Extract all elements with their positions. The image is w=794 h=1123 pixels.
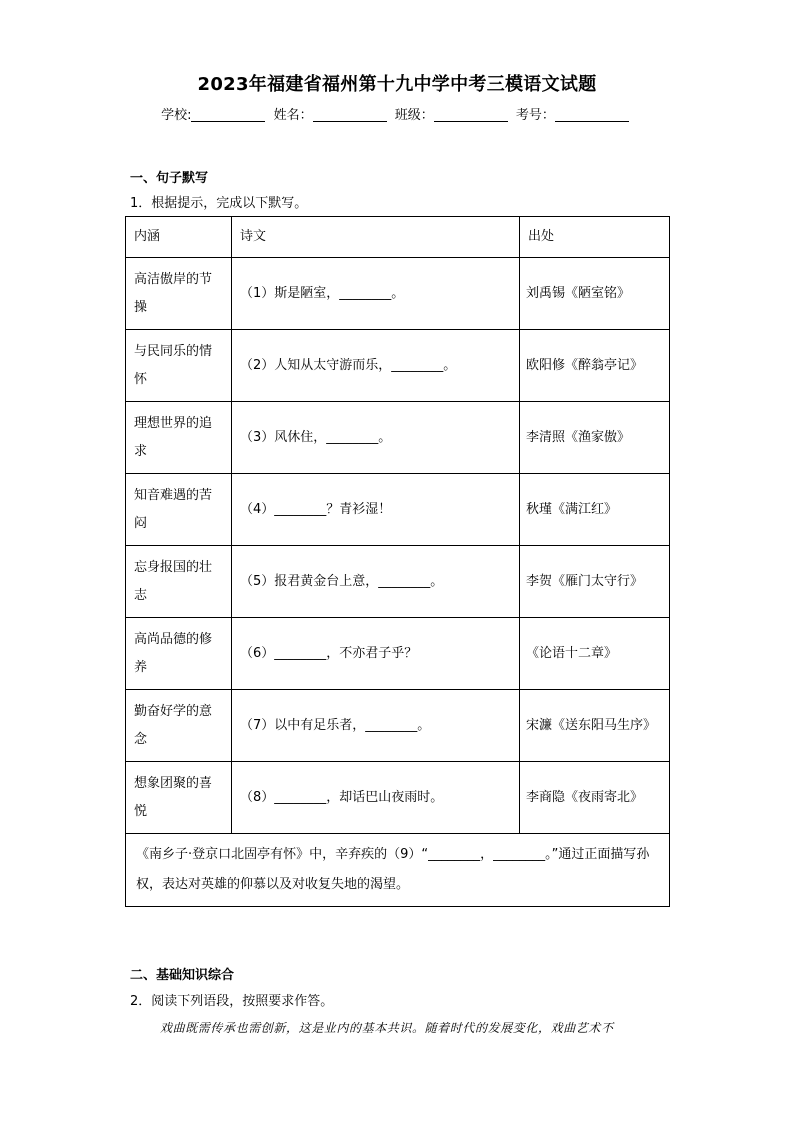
row-meaning: 想象团聚的喜悦 [126,762,232,834]
row-source: 李贺《雁门太守行》 [520,546,670,618]
name-label: 姓名： [273,108,313,123]
row-verse[interactable]: （2）人知从太守游而乐，________。 [232,330,520,402]
exam-number-blank[interactable] [555,107,629,122]
row-source: 刘禹锡《陋室铭》 [520,258,670,330]
row-meaning: 理想世界的追求 [126,402,232,474]
row-meaning: 与民同乐的情怀 [126,330,232,402]
row-verse[interactable]: （3）风休住，________。 [232,402,520,474]
reading-passage: 戏曲既需传承也需创新，这是业内的基本共识。随着时代的发展变化，戏曲艺术不 [160,1021,614,1035]
table-row [126,762,670,834]
poem-dictation-table [125,216,670,907]
row-source: 欧阳修《醉翁亭记》 [520,330,670,402]
row-meaning: 知音难遇的苦闷 [126,474,232,546]
row-verse[interactable]: （6）________，不亦君子乎？ [232,618,520,690]
row-verse[interactable]: （8）________，却话巴山夜雨时。 [232,762,520,834]
table-final-row [126,834,670,907]
table-row [126,690,670,762]
header-meaning: 内涵 [126,217,232,258]
row-meaning: 勤奋好学的意念 [126,690,232,762]
question-2: 2．阅读下列语段，按照要求作答。 [130,994,334,1009]
row-source: 《论语十二章》 [520,618,670,690]
table-row [126,618,670,690]
class-blank[interactable] [434,107,508,122]
name-blank[interactable] [313,107,387,122]
header-source: 出处 [520,217,670,258]
exam-number-label: 考号： [515,108,555,123]
final-row-text[interactable]: 《南乡子·登京口北固亭有怀》中，辛弃疾的（9）“________，________。”通过正面描写孙权，表达对英雄的仰慕以及对收复失地的渴望。 [126,834,670,907]
row-verse[interactable]: （5）报君黄金台上意，________。 [232,546,520,618]
row-source: 李清照《渔家傲》 [520,402,670,474]
row-source: 宋濂《送东阳马生序》 [520,690,670,762]
table-row [126,402,670,474]
table-row [126,330,670,402]
row-verse[interactable]: （1）斯是陋室，________。 [232,258,520,330]
table-row [126,258,670,330]
exam-title: 2023年福建省福州第十九中学中考三模语文试题 [197,74,597,95]
table-row [126,474,670,546]
section-heading-2: 二、基础知识综合 [130,968,235,983]
row-meaning: 高洁傲岸的节操 [126,258,232,330]
row-verse[interactable]: （4）________？青衫湿！ [232,474,520,546]
row-meaning: 忘身报国的壮志 [126,546,232,618]
table-row [126,546,670,618]
class-label: 班级： [394,108,434,123]
row-source: 李商隐《夜雨寄北》 [520,762,670,834]
row-verse[interactable]: （7）以中有足乐者，________。 [232,690,520,762]
student-info-line [0,104,794,123]
row-source: 秋瑾《满江红》 [520,474,670,546]
question-1: 1．根据提示，完成以下默写。 [130,196,308,211]
section-heading-1: 一、句子默写 [130,171,209,186]
header-verse: 诗文 [232,217,520,258]
school-blank[interactable] [191,107,265,122]
row-meaning: 高尚品德的修养 [126,618,232,690]
table-header-row [126,217,670,258]
school-label: 学校: [161,108,192,123]
